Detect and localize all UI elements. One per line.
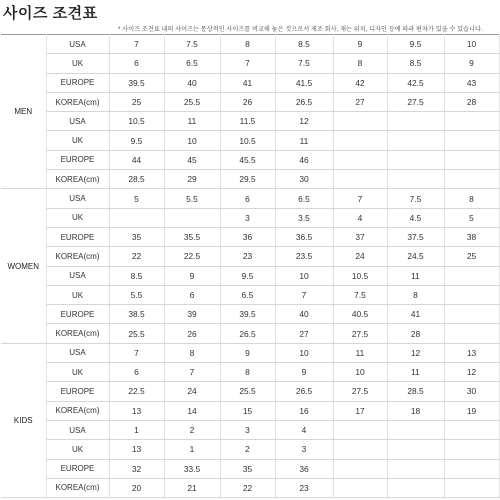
size-cell: 8 [164, 343, 220, 362]
size-cell: 27 [275, 324, 333, 343]
size-cell: 9 [275, 363, 333, 382]
size-cell: 41.5 [275, 73, 333, 92]
size-cell [387, 459, 444, 478]
row-label: UK [46, 208, 109, 227]
table-row [1, 208, 499, 227]
size-cell: 22.5 [164, 247, 220, 266]
size-cell [444, 150, 499, 169]
size-cell: 5 [444, 208, 499, 227]
table-row [1, 247, 499, 266]
page-title: 사이즈 조견표 [3, 5, 98, 22]
table-row [1, 285, 499, 304]
row-label: USA [46, 112, 109, 131]
size-cell: 40.5 [333, 305, 387, 324]
row-label: KOREA(cm) [46, 401, 109, 420]
size-cell: 23.5 [275, 247, 333, 266]
size-cell: 35 [109, 227, 164, 246]
row-label: KOREA(cm) [46, 92, 109, 111]
size-cell [444, 285, 499, 304]
size-cell: 6 [220, 189, 275, 208]
size-cell: 11 [164, 112, 220, 131]
table-row [1, 54, 499, 73]
row-label: EUROPE [46, 305, 109, 324]
size-cell: 36 [275, 459, 333, 478]
table-row [1, 73, 499, 92]
size-cell [444, 440, 499, 459]
size-cell: 39.5 [220, 305, 275, 324]
size-cell [387, 131, 444, 150]
size-cell: 1 [109, 420, 164, 439]
size-cell: 8.5 [109, 266, 164, 285]
size-cell: 7 [333, 189, 387, 208]
size-cell: 39 [164, 305, 220, 324]
size-cell: 27 [333, 92, 387, 111]
size-cell [333, 478, 387, 497]
row-label: EUROPE [46, 459, 109, 478]
size-cell: 7.5 [164, 35, 220, 54]
size-cell: 5 [109, 189, 164, 208]
size-cell: 10 [333, 363, 387, 382]
size-cell: 37.5 [387, 227, 444, 246]
size-cell [444, 131, 499, 150]
size-cell: 7 [109, 35, 164, 54]
size-cell: 9.5 [109, 131, 164, 150]
size-cell: 8 [220, 363, 275, 382]
size-cell: 3 [220, 420, 275, 439]
row-label: UK [46, 363, 109, 382]
size-cell: 13 [444, 343, 499, 362]
size-cell: 27.5 [387, 92, 444, 111]
size-cell: 42.5 [387, 73, 444, 92]
size-cell [333, 459, 387, 478]
size-cell: 41 [220, 73, 275, 92]
size-cell: 11.5 [220, 112, 275, 131]
size-cell [333, 440, 387, 459]
row-label: UK [46, 131, 109, 150]
size-cell: 11 [333, 343, 387, 362]
size-cell: 23 [275, 478, 333, 497]
size-cell: 22.5 [109, 382, 164, 401]
size-cell: 6 [109, 54, 164, 73]
size-cell: 28 [387, 324, 444, 343]
row-label: EUROPE [46, 227, 109, 246]
size-cell: 44 [109, 150, 164, 169]
table-row [1, 189, 499, 208]
table-row [1, 150, 499, 169]
size-cell: 3 [275, 440, 333, 459]
table-row [1, 459, 499, 478]
size-cell [444, 305, 499, 324]
size-cell: 17 [333, 401, 387, 420]
table-row [1, 305, 499, 324]
size-cell: 10.5 [109, 112, 164, 131]
row-label: EUROPE [46, 382, 109, 401]
size-cell: 6.5 [275, 189, 333, 208]
size-cell: 7 [164, 363, 220, 382]
row-label: USA [46, 266, 109, 285]
size-cell: 12 [275, 112, 333, 131]
row-label: KOREA(cm) [46, 247, 109, 266]
size-cell [387, 420, 444, 439]
size-cell: 29 [164, 170, 220, 189]
size-cell: 32 [109, 459, 164, 478]
size-cell: 5.5 [164, 189, 220, 208]
size-cell [444, 112, 499, 131]
size-cell [387, 150, 444, 169]
size-chart-note: * 사이즈 조견표 내의 사이즈는 통상적인 사이즈를 비교해 놓은 것으로서 제조 회사, 재는 위치, 디자인 등에 따라 편차가 있을 수 있습니다. [118, 26, 483, 33]
size-cell: 41 [387, 305, 444, 324]
size-cell: 26 [220, 92, 275, 111]
size-cell [109, 208, 164, 227]
size-cell: 46 [275, 150, 333, 169]
table-row [1, 478, 499, 497]
size-cell: 10 [275, 343, 333, 362]
row-label: KOREA(cm) [46, 324, 109, 343]
size-cell: 25 [444, 247, 499, 266]
row-label: KOREA(cm) [46, 478, 109, 497]
size-cell: 23 [220, 247, 275, 266]
size-cell: 4 [275, 420, 333, 439]
size-cell [387, 440, 444, 459]
size-cell: 14 [164, 401, 220, 420]
size-cell: 9 [220, 343, 275, 362]
table-row [1, 382, 499, 401]
size-cell: 40 [164, 73, 220, 92]
size-cell [444, 420, 499, 439]
size-cell [387, 170, 444, 189]
size-cell: 20 [109, 478, 164, 497]
size-cell: 8 [333, 54, 387, 73]
size-cell: 25.5 [220, 382, 275, 401]
size-cell [444, 170, 499, 189]
group-label-kids: KIDS [1, 343, 46, 497]
size-cell: 42 [333, 73, 387, 92]
size-cell [444, 324, 499, 343]
size-cell: 10.5 [333, 266, 387, 285]
size-cell [387, 478, 444, 497]
size-cell: 24 [164, 382, 220, 401]
size-cell: 36 [220, 227, 275, 246]
size-cell: 8 [444, 189, 499, 208]
size-cell: 7.5 [275, 54, 333, 73]
size-cell: 39.5 [109, 73, 164, 92]
size-cell: 37 [333, 227, 387, 246]
size-cell: 2 [220, 440, 275, 459]
size-cell: 25.5 [109, 324, 164, 343]
size-cell: 5.5 [109, 285, 164, 304]
size-cell: 7.5 [387, 189, 444, 208]
row-label: KOREA(cm) [46, 170, 109, 189]
size-cell: 12 [387, 343, 444, 362]
size-cell [164, 208, 220, 227]
size-cell: 30 [275, 170, 333, 189]
row-label: USA [46, 189, 109, 208]
size-cell: 7.5 [333, 285, 387, 304]
size-cell: 24.5 [387, 247, 444, 266]
table-row [1, 324, 499, 343]
table-row [1, 440, 499, 459]
table-row [1, 343, 499, 362]
row-label: USA [46, 35, 109, 54]
size-cell: 30 [444, 382, 499, 401]
size-cell: 38 [444, 227, 499, 246]
size-cell: 9 [164, 266, 220, 285]
size-cell: 3.5 [275, 208, 333, 227]
size-cell: 25.5 [164, 92, 220, 111]
size-cell: 45 [164, 150, 220, 169]
size-cell: 4.5 [387, 208, 444, 227]
size-cell [387, 112, 444, 131]
size-cell: 11 [387, 363, 444, 382]
size-cell: 9 [333, 35, 387, 54]
table-row [1, 131, 499, 150]
size-cell: 10.5 [220, 131, 275, 150]
row-label: UK [46, 285, 109, 304]
size-cell: 6 [164, 285, 220, 304]
group-label-women: WOMEN [1, 189, 46, 343]
size-cell: 1 [164, 440, 220, 459]
table-row [1, 170, 499, 189]
size-cell: 8 [220, 35, 275, 54]
size-cell: 45.5 [220, 150, 275, 169]
size-cell: 26.5 [275, 92, 333, 111]
size-cell [444, 459, 499, 478]
row-label: EUROPE [46, 150, 109, 169]
size-cell: 10 [444, 35, 499, 54]
size-cell: 29.5 [220, 170, 275, 189]
size-cell: 13 [109, 401, 164, 420]
size-chart-table [1, 34, 500, 498]
size-cell: 16 [275, 401, 333, 420]
size-cell: 8.5 [387, 54, 444, 73]
size-cell: 28 [444, 92, 499, 111]
size-cell: 2 [164, 420, 220, 439]
row-label: EUROPE [46, 73, 109, 92]
size-cell: 11 [387, 266, 444, 285]
group-label-men: MEN [1, 35, 46, 189]
size-cell: 43 [444, 73, 499, 92]
table-row [1, 266, 499, 285]
size-cell: 18 [387, 401, 444, 420]
size-cell: 7 [109, 343, 164, 362]
size-cell: 22 [220, 478, 275, 497]
size-cell: 9.5 [387, 35, 444, 54]
size-cell: 40 [275, 305, 333, 324]
row-label: USA [46, 420, 109, 439]
size-cell: 27.5 [333, 382, 387, 401]
size-cell [333, 150, 387, 169]
table-row [1, 227, 499, 246]
table-row [1, 420, 499, 439]
size-cell: 10 [275, 266, 333, 285]
size-cell: 35 [220, 459, 275, 478]
size-cell: 4 [333, 208, 387, 227]
row-label: USA [46, 343, 109, 362]
size-cell: 7 [220, 54, 275, 73]
table-row [1, 363, 499, 382]
size-cell: 22 [109, 247, 164, 266]
size-cell: 24 [333, 247, 387, 266]
size-cell: 13 [109, 440, 164, 459]
size-cell: 12 [444, 363, 499, 382]
size-cell: 19 [444, 401, 499, 420]
size-cell: 26.5 [220, 324, 275, 343]
size-cell: 27.5 [333, 324, 387, 343]
size-cell: 21 [164, 478, 220, 497]
row-label: UK [46, 440, 109, 459]
size-cell: 6.5 [164, 54, 220, 73]
size-cell: 6 [109, 363, 164, 382]
size-cell: 33.5 [164, 459, 220, 478]
size-cell: 8.5 [275, 35, 333, 54]
table-row [1, 92, 499, 111]
size-cell: 8 [387, 285, 444, 304]
size-cell: 25 [109, 92, 164, 111]
size-cell: 38.5 [109, 305, 164, 324]
table-row [1, 401, 499, 420]
table-row [1, 35, 499, 54]
size-cell: 9 [444, 54, 499, 73]
size-cell: 9.5 [220, 266, 275, 285]
size-cell: 26 [164, 324, 220, 343]
size-cell: 10 [164, 131, 220, 150]
row-label: UK [46, 54, 109, 73]
size-cell [333, 170, 387, 189]
size-cell: 26.5 [275, 382, 333, 401]
size-cell: 35.5 [164, 227, 220, 246]
size-cell [333, 112, 387, 131]
size-cell [444, 478, 499, 497]
size-cell: 15 [220, 401, 275, 420]
size-cell [444, 266, 499, 285]
size-cell: 36.5 [275, 227, 333, 246]
size-cell: 3 [220, 208, 275, 227]
size-cell: 11 [275, 131, 333, 150]
size-cell: 6.5 [220, 285, 275, 304]
size-cell [333, 420, 387, 439]
size-cell: 28.5 [109, 170, 164, 189]
size-cell: 28.5 [387, 382, 444, 401]
table-row [1, 112, 499, 131]
size-cell: 7 [275, 285, 333, 304]
size-cell [333, 131, 387, 150]
